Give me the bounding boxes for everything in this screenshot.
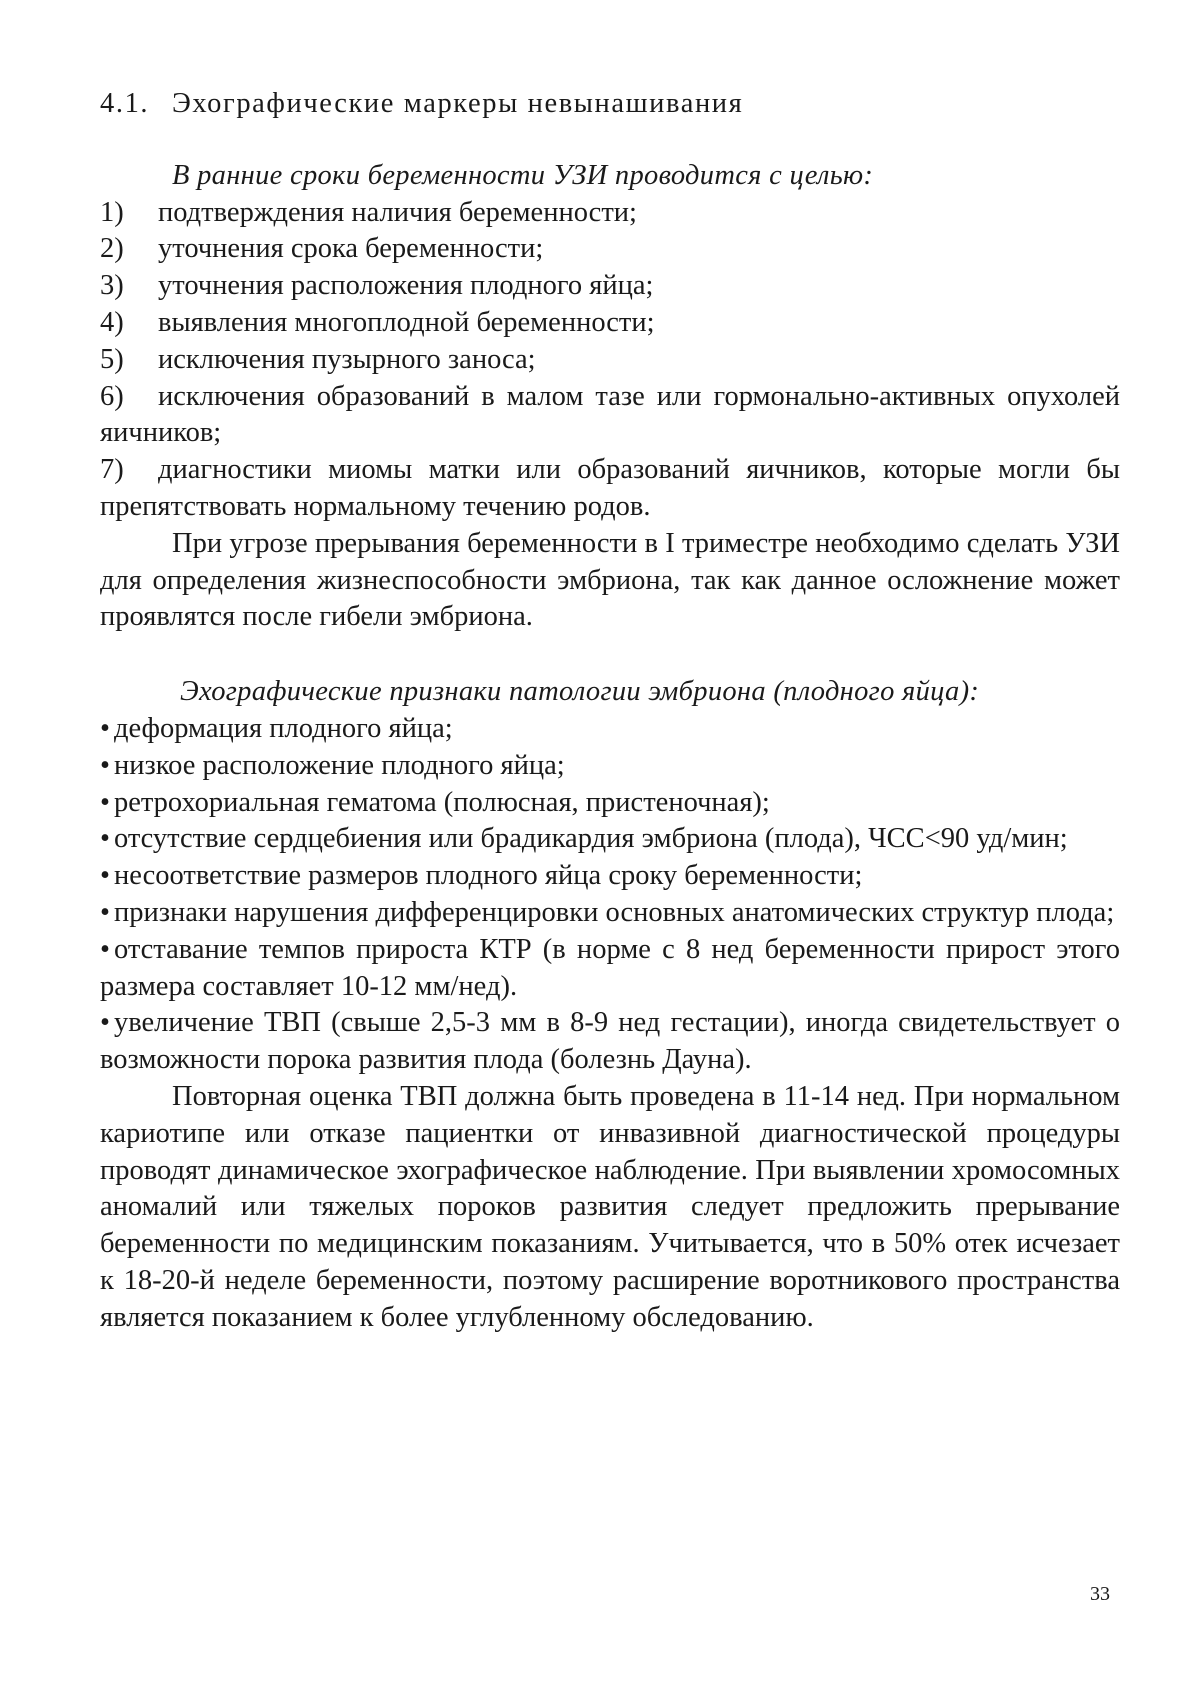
signs-list <box>100 711 1120 1079</box>
list-item: • увеличение ТВП (свыше 2,5-3 мм в 8-9 нед гестации), иногда свидетельствует о возможности порока развития плода (болезнь Дауна). <box>100 1007 1120 1076</box>
bullet-icon: • <box>100 933 110 965</box>
list-item: • ретрохориальная гематома (полюсная, пристеночная); <box>100 786 770 818</box>
list-item: 1) подтверждения наличия беременности; <box>100 196 637 228</box>
list-item: • несоответствие размеров плодного яйца сроку беременности; <box>100 860 863 892</box>
purposes-list <box>100 195 1120 526</box>
list-item: 7) диагностики миомы матки или образований яичников, которые могли бы препятствовать нормальному течению родов. <box>100 454 1120 522</box>
list-item: 3) уточнения расположения плодного яйца; <box>100 270 654 302</box>
bullet-icon: • <box>100 860 110 892</box>
section-heading <box>100 86 1120 123</box>
bullet-icon: • <box>100 786 110 818</box>
list-item: 2) уточнения срока беременности; <box>100 233 544 265</box>
page-content <box>100 86 1120 1337</box>
signs-intro: Эхографические признаки патологии эмбриона (плодного яйца): <box>180 676 980 708</box>
list-item: • деформация плодного яйца; <box>100 712 453 744</box>
list-item: • низкое расположение плодного яйца; <box>100 749 565 781</box>
list-item: 4) выявления многоплодной беременности; <box>100 306 655 338</box>
list-item: • признаки нарушения дифференцировки основных анатомических структур плода; <box>100 896 1115 928</box>
bullet-icon: • <box>100 896 110 928</box>
page-number: 33 <box>1090 1583 1110 1605</box>
section-title: Эхографические маркеры невынашивания <box>172 88 744 119</box>
list-item: • отставание темпов прироста КТР (в норме с 8 нед беременности прирост этого размера составляет 10-12 мм/нед). <box>100 933 1120 1002</box>
bullet-icon: • <box>100 823 110 855</box>
list-item: • отсутствие сердцебиения или брадикардия эмбриона (плода), ЧСС<90 уд/мин; <box>100 823 1068 855</box>
paragraph-tvp: Повторная оценка ТВП должна быть проведена в 11-14 нед. При нормальном кариотипе или отказе пациентки от инвазивной диагностической процедуры проводят динамическое эхографическое наблюдение. При выявлении хромосомных аномалий или тяжелых пороков развития следует предложить прерывание беременности по медицинским показаниям. Учитывается, что в 50% отек исчезает к 18-20-й неделе беременности, поэтому расширение воротникового пространства является показанием к более углубленному обследованию. <box>100 1080 1120 1333</box>
list-item: 6) исключения образований в малом тазе или гормонально-активных опухолей яичников; <box>100 380 1120 449</box>
bullet-icon: • <box>100 1007 110 1039</box>
section-number: 4.1. <box>100 88 150 119</box>
bullet-icon: • <box>100 749 110 781</box>
list-item: 5) исключения пузырного заноса; <box>100 343 536 375</box>
spacer <box>100 123 1120 158</box>
bullet-icon: • <box>100 712 110 744</box>
paragraph-threat: При угрозе прерывания беременности в I триместре необходимо сделать УЗИ для определения жизнеспособности эмбриона, так как данное осложнение может проявлятся после гибели эмбриона. <box>100 527 1120 633</box>
purposes-intro: В ранние сроки беременности УЗИ проводится с целью: <box>172 159 874 191</box>
spacer <box>100 636 1120 674</box>
